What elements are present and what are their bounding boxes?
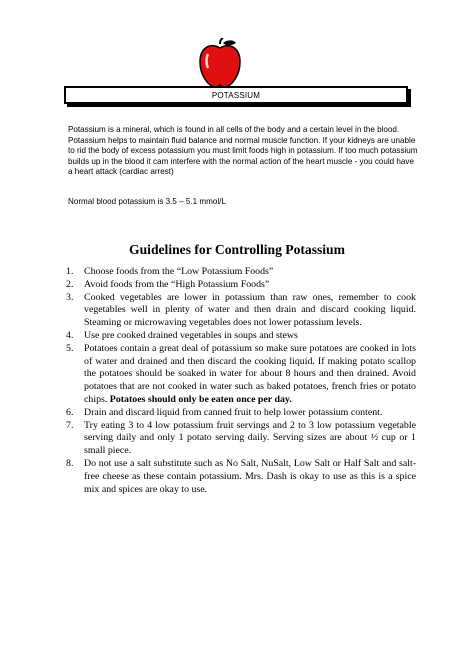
list-item: 4. Use pre cooked drained vegetables in soups and stews [66, 329, 298, 341]
apple-icon [196, 38, 244, 88]
list-item: 7. Try eating 3 to 4 low potassium fruit servings and 2 to 3 low potassium vegetable serving daily and only 1 potato serving daily. Serving sizes are about ½ cup or 1 small piece. [66, 419, 416, 457]
list-item: 8. Do not use a salt substitute such as No Salt, NuSalt, Low Salt or Half Salt and salt-free cheese as these contain potassium. Mrs. Dash is okay to use as this is a spice mix and spices are okay to use. [66, 457, 416, 495]
potato-warning: Potatoes should only be eaten once per day. [109, 393, 292, 405]
normal-level-text: Normal blood potassium is 3.5 – 5.1 mmol/L [68, 197, 226, 206]
page-title-banner [64, 86, 408, 104]
list-item: 1. Choose foods from the “Low Potassium Foods” [66, 266, 274, 277]
guidelines-heading: Guidelines for Controlling Potassium [129, 242, 345, 257]
guidelines-list [66, 266, 416, 496]
page-title: POTASSIUM [211, 90, 261, 100]
list-item: 3. Cooked vegetables are lower in potassium than raw ones, remember to cook vegetables well in plenty of water and then drain and discard cooking liquid. Steaming or microwaving vegetables does not lower potassium levels. [66, 291, 416, 329]
list-item: 6. Drain and discard liquid from canned fruit to help lower potassium content. [66, 406, 383, 418]
list-item: 5. Potatoes contain a great deal of potassium so make sure potatoes are cooked in lots of water and drained and then discard the cooking liquid. If making potato scallop the potatoes should be soaked in water for about 8 hours and then drained. Avoid potatoes that are not cooked in water such as baked potatoes, french fries or potato chips. Potatoes should only be eaten once per day. [66, 342, 416, 405]
intro-paragraph: Potassium is a mineral, which is found in all cells of the body and a certain level in the blood. Potassium helps to maintain fluid balance and normal muscle function. If your kidneys are unable to rid the body of excess potassium you must limit foods high in potassium. If too much potassium builds up in the blood it cam interfere with the normal action of the heart muscle - you could have a heart attack (cardiac arrest) [68, 125, 418, 177]
list-item: 2. Avoid foods from the “High Potassium Foods” [66, 278, 270, 290]
